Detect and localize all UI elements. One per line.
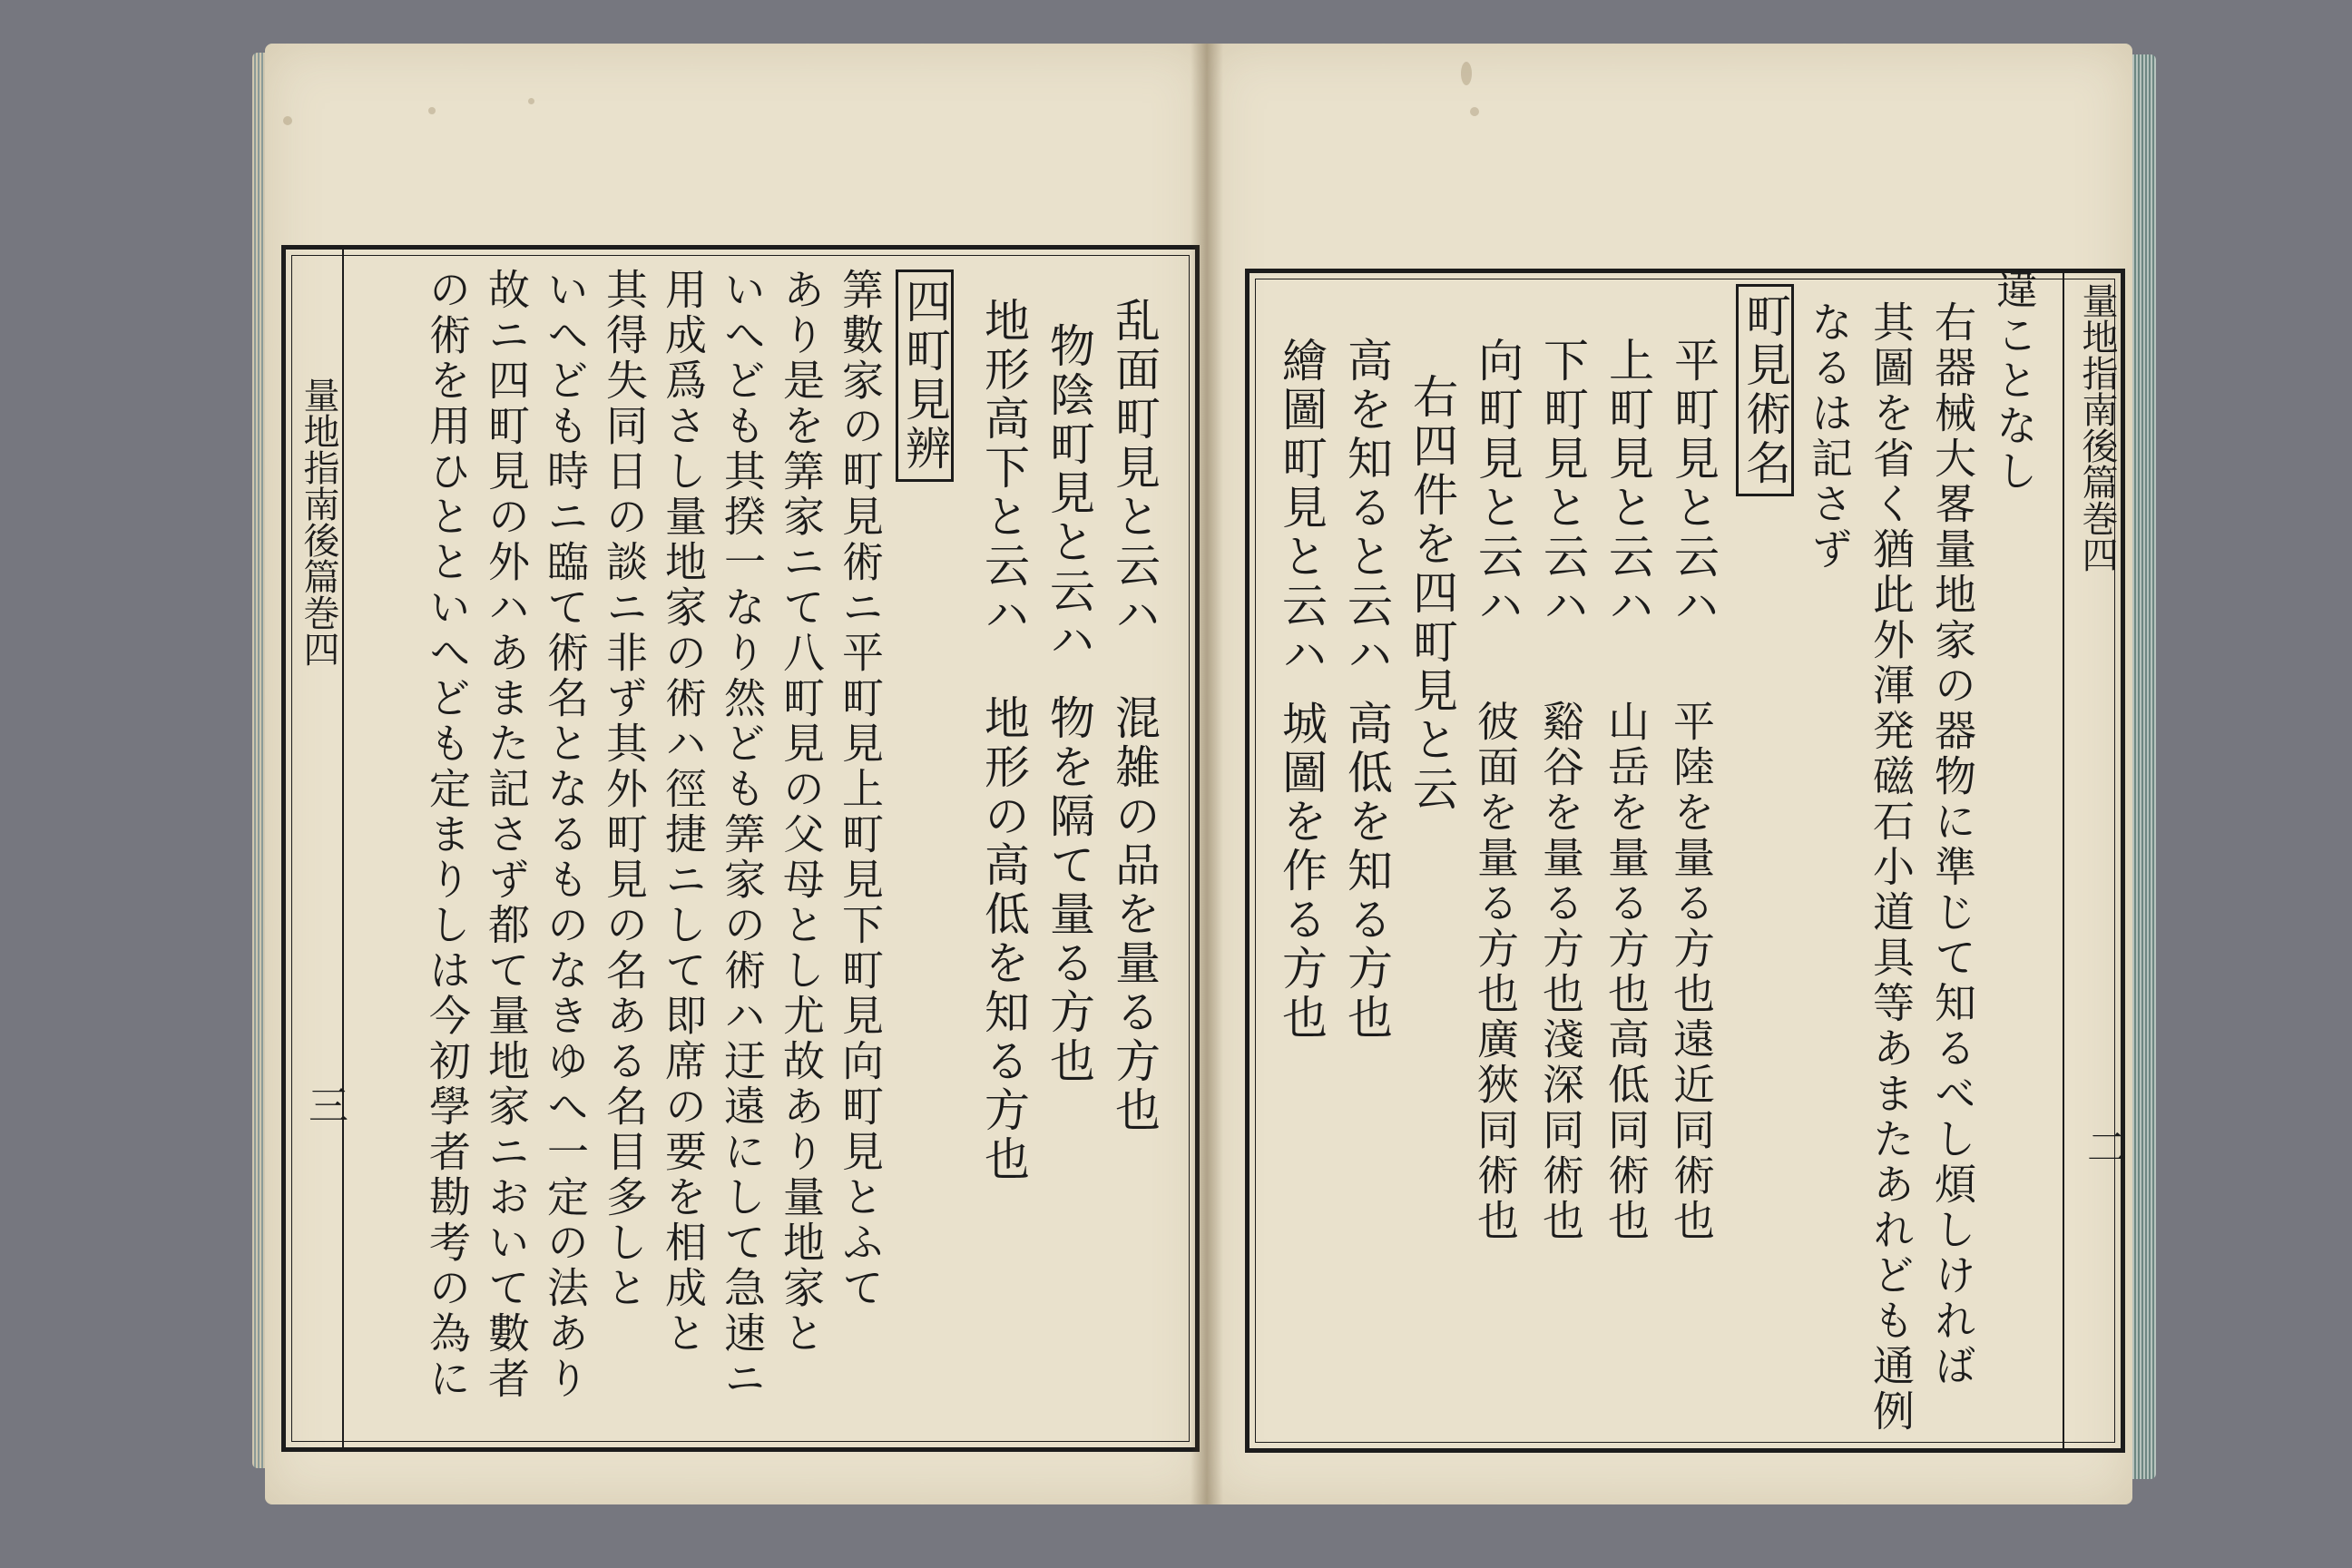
stain (528, 98, 534, 104)
text-column: 平町見と云ハ (1667, 337, 1720, 631)
body-column: 筭數家の町見術ニ平町見上町見下町見向町見とふて (836, 268, 885, 1311)
body-column: 其得失同日の談ニ非ず其外町見の名ある名目多しと (600, 268, 649, 1311)
open-book (265, 44, 2132, 1504)
text-column: 混雑の品を量る方也 (1108, 694, 1161, 1135)
stain (1470, 107, 1479, 116)
stain (428, 107, 436, 114)
body-column: 右器械大畧量地家の器物に準じて知るべし煩しければ (1928, 300, 1977, 1389)
body-column: 其圖を省く猶此外渾発磁石小道具等あまたあれども通例 (1867, 300, 1916, 1435)
left-page (265, 44, 1207, 1504)
text-column: 物陰町見と云ハ (1043, 322, 1095, 665)
section-heading-box: 町見術名 (1736, 284, 1794, 496)
left-folio: 三 (301, 1084, 348, 1124)
text-column: 高を知ると云ハ (1340, 337, 1393, 680)
page-edges-left (252, 53, 265, 1468)
text-column: 地形の高低を知る方也 (977, 694, 1030, 1184)
body-column: 用成爲さし量地家の術ハ徑捷ニして即席の要を相成と (659, 268, 708, 1357)
text-column: 彼面を量る方也廣狹同術也 (1471, 700, 1520, 1244)
right-folio: 二 (2080, 1126, 2126, 1166)
body-column: いへども時ニ臨て術名となるものなきゆへ一定の法あり (541, 268, 590, 1402)
body-column: なるは記さず (1805, 300, 1854, 573)
right-spine-title: 量地指南後篇巻四 (2076, 282, 2118, 573)
body-column: 故ニ四町見の外ハあまた記さず都て量地家ニおいて數者 (482, 268, 531, 1402)
text-column: 平陸を量る方也遠近同術也 (1667, 700, 1716, 1244)
right-page (1207, 44, 2132, 1504)
text-column: 物を隔て量る方也 (1043, 694, 1095, 1086)
text-column: 上町見と云ハ (1602, 337, 1654, 631)
body-column: の術を用ひとといへども定まりしは今初學者勘考の為に (423, 268, 472, 1402)
section-heading-box: 四町見辨 (896, 270, 954, 482)
left-spine-title: 量地指南後篇巻四 (298, 377, 339, 667)
body-column: いへども其揆一なり然ども筭家の術ハ迂遠にして急速ニ (718, 268, 767, 1402)
text-column: 乱面町見と云ハ (1108, 297, 1161, 640)
page-edges-right (2132, 54, 2156, 1479)
right-spine-strip (2063, 273, 2126, 1448)
body-column: 違ことなし (1990, 268, 2039, 495)
text-column: 地形高下と云ハ (977, 297, 1030, 640)
text-column: 繪圖町見と云ハ (1275, 337, 1328, 680)
text-column: 下町見と云ハ (1536, 337, 1589, 631)
stain (1461, 62, 1472, 85)
stain (283, 116, 292, 125)
body-column: あり是を筭家ニて八町見の父母とし尤故あり量地家と (777, 268, 826, 1357)
left-spine-strip (286, 250, 348, 1447)
text-column: 右四件を四町見と云 (1406, 373, 1458, 814)
text-column: 山岳を量る方也高低同術也 (1602, 700, 1651, 1244)
text-column: 城圖を作る方也 (1275, 700, 1328, 1043)
left-text-frame (281, 245, 1200, 1452)
text-column: 谿谷を量る方也淺深同術也 (1536, 700, 1585, 1244)
text-column: 向町見と云ハ (1471, 337, 1524, 631)
text-column: 高低を知る方也 (1340, 700, 1393, 1043)
right-text-frame (1245, 269, 2125, 1453)
book-gutter (1191, 44, 1223, 1504)
